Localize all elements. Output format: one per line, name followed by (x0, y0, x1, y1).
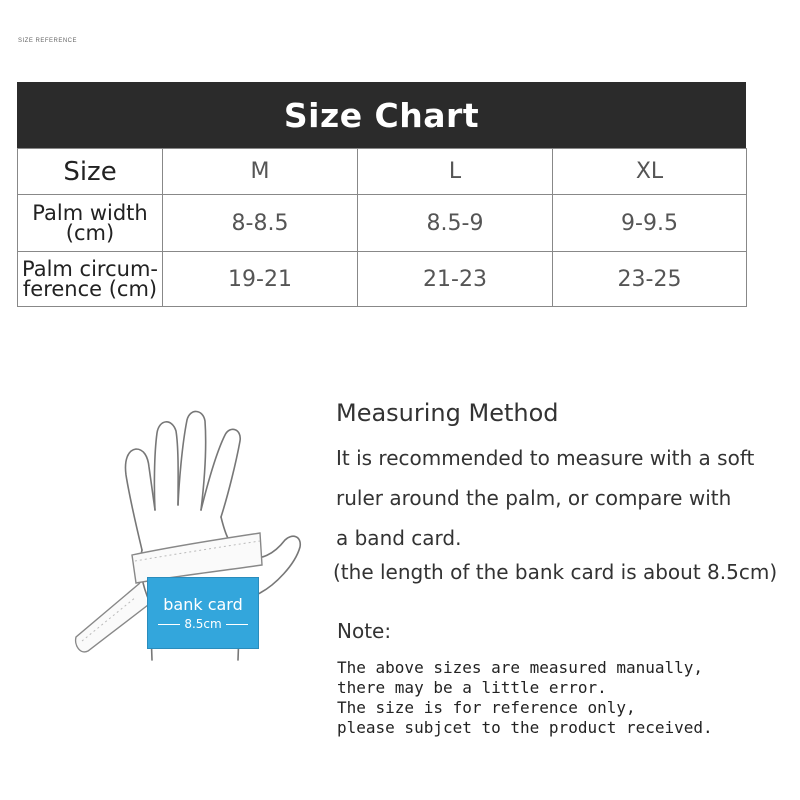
size-chart (17, 82, 746, 307)
note-line-3: The size is for reference only, (337, 698, 636, 717)
table-row-palm-circumference (18, 252, 747, 307)
column-header-xl: XL (553, 149, 747, 195)
note-title: Note: (337, 619, 392, 643)
table-cell: 19-21 (163, 252, 358, 307)
table-cell: 21-23 (358, 252, 553, 307)
row-label-line1: Palm width (32, 201, 148, 225)
column-header-l: L (358, 149, 553, 195)
bank-card-label: bank card (163, 595, 243, 614)
table-cell: 23-25 (553, 252, 747, 307)
measuring-line-1: It is recommended to measure with a soft (336, 446, 755, 470)
bank-card-size: 8.5cm (184, 617, 222, 631)
note-line-4: please subjcet to the product received. (337, 718, 713, 737)
measuring-line-3: a band card. (336, 526, 462, 550)
table-header-row (18, 149, 747, 195)
row-header-palm-width (18, 195, 163, 252)
measuring-line-4: (the length of the bank card is about 8.5cm) (333, 560, 778, 584)
note-line-1: The above sizes are measured manually, (337, 658, 704, 677)
row-header-palm-circumference (18, 252, 163, 307)
note-line-2: there may be a little error. (337, 678, 607, 697)
column-header-size: Size (18, 149, 163, 195)
column-header-m: M (163, 149, 358, 195)
size-reference-header: SIZE REFERENCE (18, 38, 78, 44)
measuring-method-title: Measuring Method (336, 399, 559, 427)
table-row-palm-width (18, 195, 747, 252)
size-chart-title: Size Chart (17, 82, 746, 148)
row-label-line2: (cm) (65, 221, 115, 245)
row-label-line1: Palm circum- (22, 257, 158, 281)
hand-measure-illustration (70, 405, 310, 670)
table-cell: 8.5-9 (358, 195, 553, 252)
table-cell: 9-9.5 (553, 195, 747, 252)
size-table (17, 148, 747, 307)
measuring-line-2: ruler around the palm, or compare with (336, 486, 732, 510)
bank-card (147, 577, 259, 649)
row-label-line2: ference (cm) (22, 277, 158, 301)
table-cell: 8-8.5 (163, 195, 358, 252)
